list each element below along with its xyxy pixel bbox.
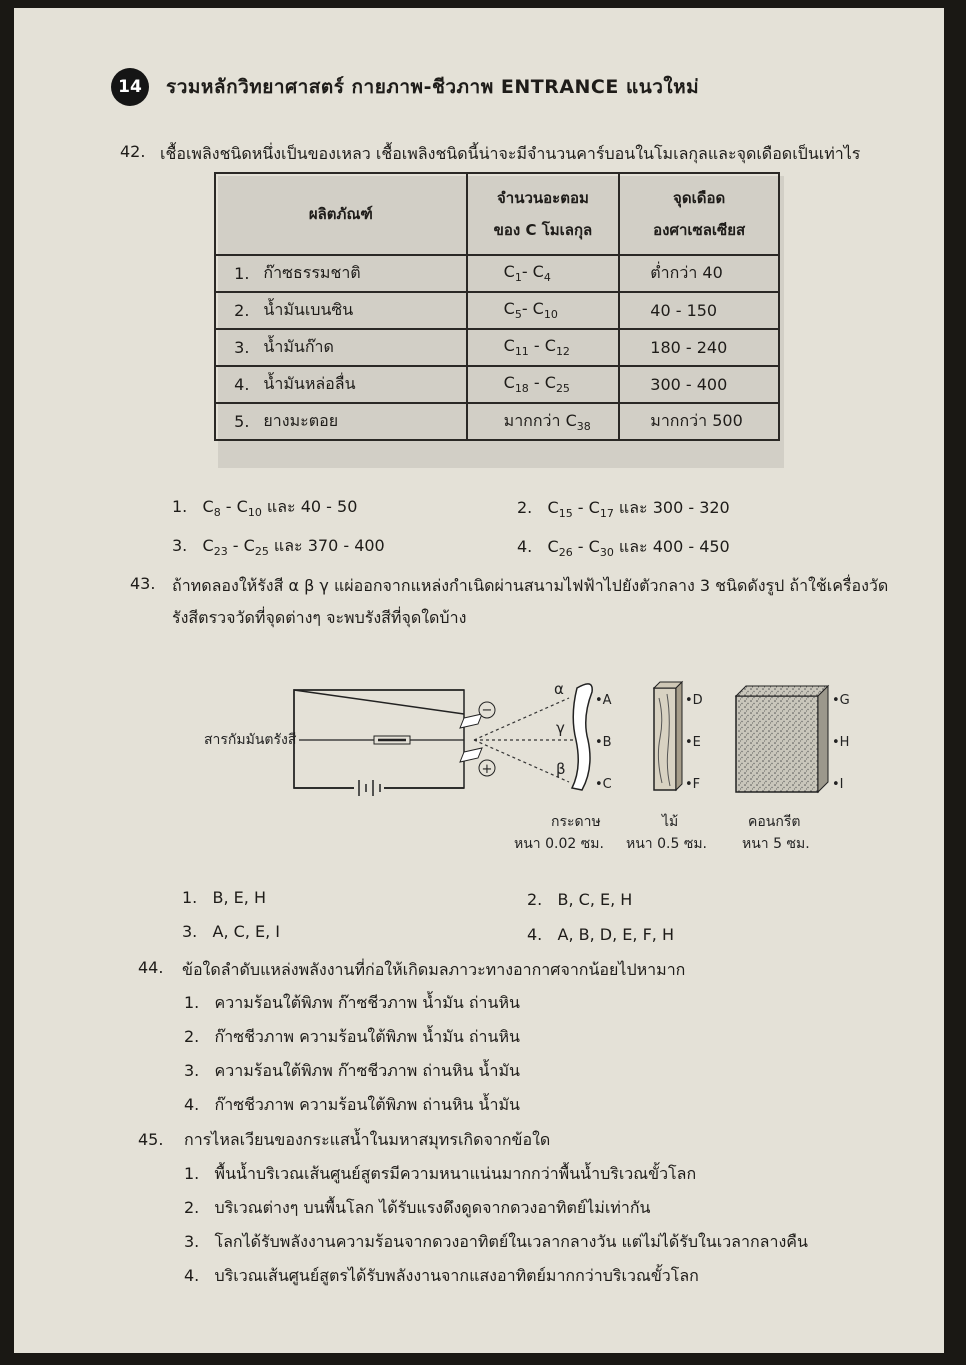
option-number: 4. (517, 537, 533, 556)
table-header-row (215, 173, 779, 255)
carbon-prefix: C (503, 262, 515, 282)
header-boiling (619, 173, 779, 255)
plus-text: + (481, 762, 493, 777)
point-c: •C (595, 777, 612, 792)
header-product: ผลิตภัณฑ์ (215, 173, 467, 255)
paper-label: กระดาษ (551, 814, 601, 830)
wood-label: ไม้ (662, 814, 679, 830)
q42-option-1: 1. $C_8 - C_{10}$ และ 40 - 50 (172, 497, 358, 520)
row-carbon (467, 255, 620, 292)
q45-text: การไหลเวียนของกระแสน้ำในมหาสมุทรเกิดจากข้อใด (184, 1130, 551, 1149)
carbon-prefix: C (503, 336, 515, 356)
option-sub-a: 8 (213, 506, 221, 520)
option-text: B, E, H (212, 888, 266, 907)
option-number: 3. (184, 1232, 200, 1251)
carbon-sub-b: 4 (543, 271, 551, 285)
header-boiling-line2: องศาเซลเซียส (653, 221, 746, 239)
q44-option-3 (184, 1059, 520, 1084)
q42-option-4: 4. $C_{26} - C_{30}$ และ 400 - 450 (517, 537, 730, 560)
q43-option-2 (527, 890, 632, 909)
header-carbon (467, 173, 620, 255)
row-number: 5. (215, 403, 253, 440)
header-boiling-line1: จุดเดือด (673, 189, 726, 207)
table-row (215, 366, 779, 403)
option-rest: และ 40 - 50 (261, 497, 358, 516)
row-number: 3. (215, 329, 253, 366)
q44-option-1 (184, 991, 520, 1016)
option-number: 4. (527, 925, 543, 944)
row-carbon (467, 366, 620, 403)
carbon-sep: - C (528, 336, 556, 356)
battery-icon (354, 780, 384, 796)
carbon-sep: - C (528, 373, 556, 393)
carbon-sub-a: 11 (514, 345, 529, 359)
header-carbon-line2: ของ C โมเลกุล (493, 221, 593, 239)
row-boiling: 40 - 150 (619, 292, 779, 329)
point-a: •A (595, 693, 612, 708)
carbon-sub-b: 10 (543, 308, 558, 322)
carbon-sub-b: 25 (555, 382, 570, 396)
fuel-table (214, 172, 780, 441)
q43-number: 43. (130, 574, 156, 593)
option-text: พื้นน้ำบริเวณเส้นศูนย์สูตรมีความหนาแน่นมากกว่าพื้นน้ำบริเวณขั้วโลก (214, 1164, 697, 1183)
q45-option-4 (184, 1264, 699, 1289)
concrete-thickness: หนา 5 ซม. (742, 836, 810, 852)
paper-sheet (572, 684, 592, 790)
row-boiling: ต่ำกว่า 40 (619, 255, 779, 292)
q43-option-1 (182, 888, 266, 907)
carbon-sub-a: 1 (514, 271, 522, 285)
wood-block (654, 688, 676, 790)
q43-option-3 (182, 922, 280, 941)
option-number: 4. (184, 1266, 200, 1285)
row-boiling: 300 - 400 (619, 366, 779, 403)
q42-number: 42. (120, 142, 146, 161)
row-carbon (467, 403, 620, 440)
option-text: B, C, E, H (557, 890, 633, 909)
point-h: •H (832, 735, 850, 750)
point-e: •E (685, 735, 701, 750)
option-number: 3. (172, 536, 188, 555)
point-g: •G (832, 693, 850, 708)
q44-option-4 (184, 1093, 520, 1118)
option-number: 1. (172, 497, 188, 516)
option-sub-a: 23 (213, 545, 228, 559)
option-text: ความร้อนใต้พิภพ ก๊าซชีวภาพ น้ำมัน ถ่านหิน (214, 993, 520, 1012)
row-product: น้ำมันหล่อลื่น (253, 366, 466, 403)
table-row (215, 329, 779, 366)
q43-text-line2: รังสีตรวจวัดที่จุดต่างๆ จะพบรังสีที่จุดใดบ้าง (172, 608, 467, 627)
point-f: •F (685, 777, 701, 792)
wood-thickness: หนา 0.5 ซม. (626, 836, 708, 852)
carbon-sep: - C (521, 262, 544, 282)
point-i: •I (832, 777, 844, 792)
option-number: 2. (184, 1198, 200, 1217)
concrete-block (736, 696, 818, 792)
q45-number: 45. (138, 1130, 164, 1149)
table-row (215, 255, 779, 292)
q45-option-2 (184, 1196, 650, 1221)
row-carbon (467, 329, 620, 366)
option-number: 3. (184, 1061, 200, 1080)
paper-thickness: หนา 0.02 ซม. (514, 836, 604, 852)
table-row (215, 292, 779, 329)
minus-text: − (481, 703, 493, 718)
option-rest: และ 400 - 450 (613, 537, 730, 556)
q44-number: 44. (138, 958, 164, 977)
q45-option-1 (184, 1162, 696, 1187)
option-text: บริเวณเส้นศูนย์สูตรได้รับพลังงานจากแสงอาทิตย์มากกว่าบริเวณขั้วโลก (214, 1266, 699, 1285)
option-number: 2. (184, 1027, 200, 1046)
row-number: 1. (215, 255, 253, 292)
option-number: 2. (527, 890, 543, 909)
point-d: •D (685, 693, 703, 708)
point-b: •B (595, 735, 612, 750)
row-boiling: 180 - 240 (619, 329, 779, 366)
q42-text: เชื้อเพลิงชนิดหนึ่งเป็นของเหลว เชื้อเพลิงชนิดนี้น่าจะมีจำนวนคาร์บอนในโมเลกุลและจุดเดือดเป็นเท่าไร (160, 144, 861, 163)
page-header-title: รวมหลักวิทยาศาสตร์ กายภาพ-ชีวภาพ ENTRANCE แนวใหม่ (166, 76, 700, 98)
option-number: 1. (184, 1164, 200, 1183)
row-product: น้ำมันก๊าด (253, 329, 466, 366)
header-carbon-line1: จำนวนอะตอม (497, 189, 589, 207)
option-rest: และ 300 - 320 (613, 498, 730, 517)
carbon-prefix: มากกว่า C (503, 411, 577, 430)
row-product: ยางมะตอย (253, 403, 466, 440)
option-text: บริเวณต่างๆ บนพื้นโลก ได้รับแรงดึงดูดจากดวงอาทิตย์ไม่เท่ากัน (214, 1198, 651, 1217)
carbon-sub-b: 12 (555, 345, 570, 359)
option-number: 4. (184, 1095, 200, 1114)
radiation-diagram (174, 658, 854, 858)
q44-text: ข้อใดลำดับแหล่งพลังงานที่ก่อให้เกิดมลภาวะทางอากาศจากน้อยไปหามาก (182, 960, 686, 979)
option-sub-b: 10 (247, 506, 262, 520)
option-number: 1. (184, 993, 200, 1012)
option-number: 1. (182, 888, 198, 907)
option-rest: และ 370 - 400 (268, 536, 385, 555)
option-number: 3. (182, 922, 198, 941)
page-number-badge: 14 (111, 68, 149, 106)
row-product: น้ำมันเบนซิน (253, 292, 466, 329)
carbon-sub-a: 5 (514, 308, 522, 322)
row-carbon (467, 292, 620, 329)
option-sub-a: 26 (558, 546, 573, 560)
book-page (14, 8, 944, 1353)
option-text: A, B, D, E, F, H (557, 925, 674, 944)
option-text: โลกได้รับพลังงานความร้อนจากดวงอาทิตย์ในเวลากลางวัน แต่ไม่ได้รับในเวลากลางคืน (214, 1232, 808, 1251)
option-text: ก๊าซชีวภาพ ความร้อนใต้พิภพ น้ำมัน ถ่านหิน (214, 1027, 520, 1046)
carbon-sub-a: 18 (514, 382, 529, 396)
option-text: ก๊าซชีวภาพ ความร้อนใต้พิภพ ถ่านหิน น้ำมัน (214, 1095, 520, 1114)
row-number: 4. (215, 366, 253, 403)
option-sub-b: 25 (254, 545, 269, 559)
source-label: สารกัมมันตรังสี (204, 732, 297, 748)
q42-option-2: 2. $C_{15} - C_{17}$ และ 300 - 320 (517, 498, 730, 521)
q44-option-2 (184, 1025, 520, 1050)
table-row (215, 403, 779, 440)
row-product: ก๊าซธรรมชาติ (253, 255, 466, 292)
alpha-label: α (554, 680, 564, 698)
concrete-label: คอนกรีต (748, 814, 801, 830)
option-number: 2. (517, 498, 533, 517)
beta-label: β (556, 760, 566, 778)
carbon-sep: - C (521, 299, 544, 319)
option-text: ความร้อนใต้พิภพ ก๊าซชีวภาพ ถ่านหิน น้ำมัน (214, 1061, 520, 1080)
q43-option-4 (527, 925, 674, 944)
carbon-prefix: C (503, 373, 515, 393)
option-sub-b: 30 (599, 546, 614, 560)
carbon-sub-b: 38 (576, 420, 591, 434)
q43-text-line1: ถ้าทดลองให้รังสี α β γ แผ่ออกจากแหล่งกำเนิดผ่านสนามไฟฟ้าไปยังตัวกลาง 3 ชนิดดังรูป ถ้าใช้เครื่องวัด (172, 576, 889, 595)
q45-option-3 (184, 1230, 808, 1255)
carbon-prefix: C (503, 299, 515, 319)
row-number: 2. (215, 292, 253, 329)
gamma-label: γ (556, 719, 565, 737)
option-sub-a: 15 (558, 507, 573, 521)
option-text: A, C, E, I (212, 922, 280, 941)
option-sub-b: 17 (599, 507, 614, 521)
q42-option-3: 3. $C_{23} - C_{25}$ และ 370 - 400 (172, 536, 385, 559)
row-boiling: มากกว่า 500 (619, 403, 779, 440)
